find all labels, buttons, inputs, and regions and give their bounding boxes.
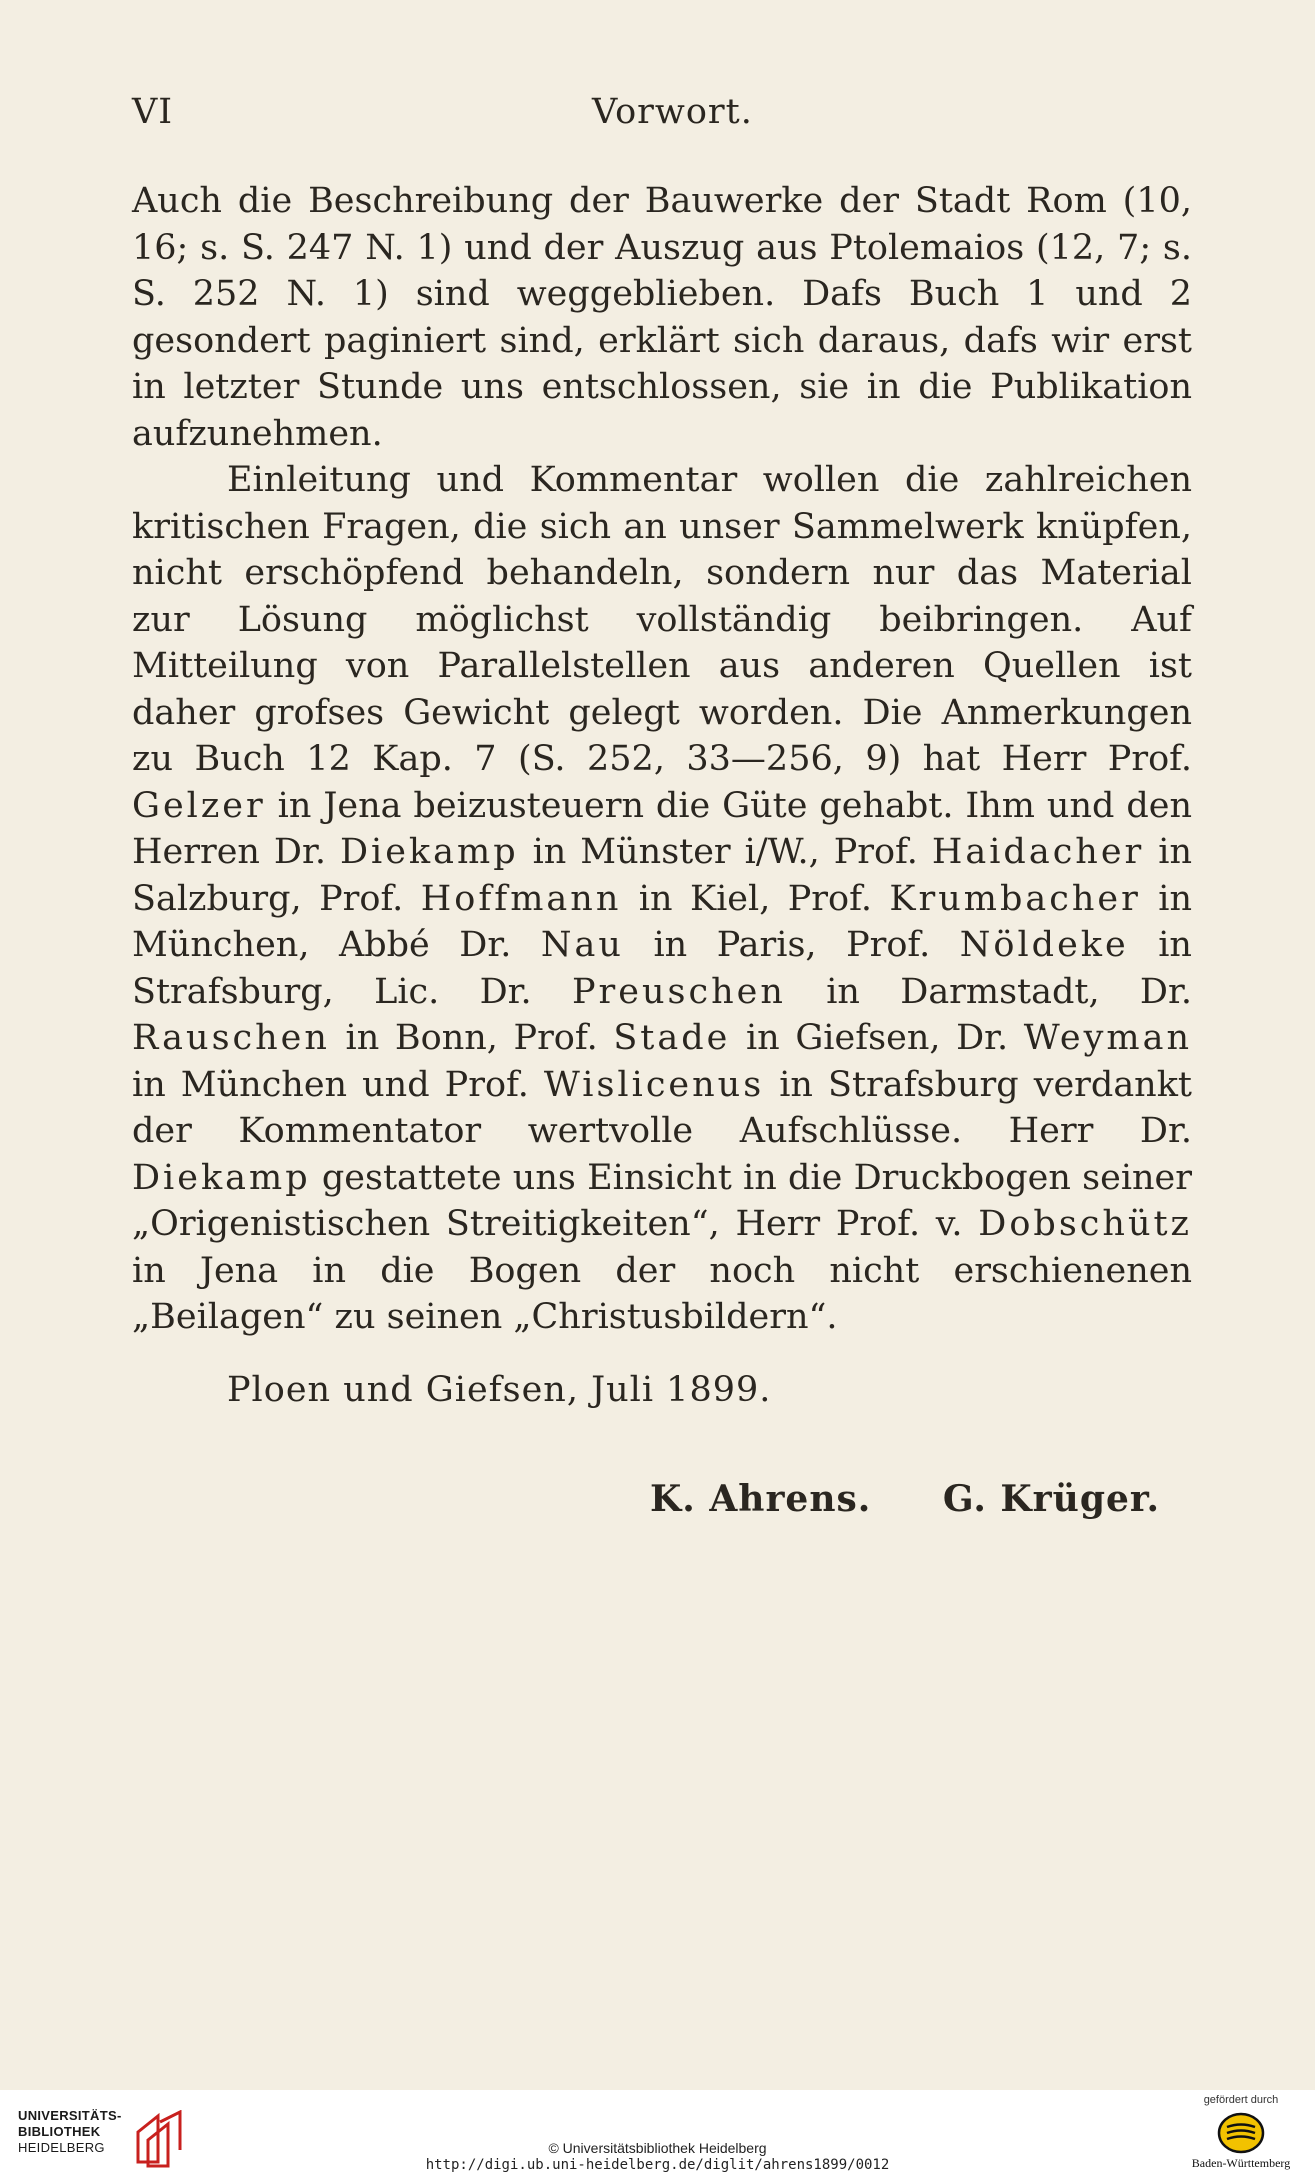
author-signatures	[650, 1478, 1160, 1520]
page-number: VI	[132, 92, 174, 132]
name-preuschen: Preuschen	[571, 971, 786, 1012]
permalink[interactable]: http://digi.ub.uni-heidelberg.de/diglit/ahrens1899/0012	[425, 2157, 890, 2173]
author-krueger: G. Krüger.	[942, 1478, 1161, 1520]
library-name-line: UNIVERSITÄTS-	[18, 2108, 122, 2123]
text-run: in München, Abbé Dr.	[132, 878, 1193, 965]
text-run: in Strafsburg verdankt der Kommentator wertvolle Aufschlüsse. Herr Dr.	[132, 1064, 1192, 1151]
funded-by-label: gefördert durch	[1203, 2094, 1279, 2106]
text-run: in Strafsburg, Lic. Dr.	[132, 925, 1192, 1012]
footer-bar	[0, 2090, 1315, 2183]
name-dobschuetz: Dobschütz	[978, 1204, 1192, 1244]
footer-credits	[0, 2140, 1315, 2174]
funding-logo[interactable]	[1181, 2094, 1301, 2180]
text-run: Einleitung und Kommentar wollen die zahlreichen kritischen Fragen, die sich an unser Sammelwerk knüpfen, nicht erschöpfend behandeln, sondern nur das Material zur Lösung möglichst vollständig beibringen. Auf Mitteilung von Parallelstellen aus anderen Quellen ist daher grofses Gewicht gelegt worden. Die Anmerkungen zu Buch 12 Kap. 7 (S. 252, 33—256, 9) hat Herr Prof.	[132, 460, 1192, 779]
name-gelzer: Gelzer	[132, 785, 266, 826]
name-hoffmann: Hoffmann	[420, 878, 622, 919]
name-stade: Stade	[613, 1018, 731, 1058]
library-name-line: BIBLIOTHEK	[18, 2124, 101, 2139]
name-noeldeke: Nöldeke	[959, 925, 1129, 965]
name-weyman: Weyman	[1023, 1018, 1192, 1058]
state-name: Baden-Württemberg	[1191, 2156, 1291, 2170]
text-run: in Salzburg, Prof.	[132, 832, 1192, 919]
author-ahrens: K. Ahrens.	[650, 1478, 872, 1520]
name-haidacher: Haidacher	[931, 832, 1145, 872]
copyright-text: © Universitätsbibliothek Heidelberg	[548, 2140, 767, 2156]
name-diekamp: Diekamp	[339, 832, 519, 872]
page-header	[132, 92, 1192, 136]
paragraph-1: Auch die Beschreibung der Bauwerke der Stadt Rom (10, 16; s. S. 247 N. 1) und der Auszug aus Ptolemaios (12, 7; s. S. 252 N. 1) sind weggeblieben. Dafs Buch 1 und 2 gesondert paginiert sind, erklärt sich daraus, dafs wir erst in letzter Stunde uns entschlossen, sie in die Publikation aufzunehmen.	[132, 181, 1192, 454]
text-run: in Darmstadt, Dr.	[785, 971, 1192, 1012]
place-date: Ploen und Giefsen, Juli 1899.	[227, 1370, 772, 1410]
name-krumbacher: Krumbacher	[889, 878, 1141, 919]
name-nau: Nau	[540, 925, 624, 965]
baden-wuerttemberg-crest-icon	[1217, 2112, 1265, 2154]
library-name-line: HEIDELBERG	[18, 2140, 105, 2155]
text-run: in Paris, Prof.	[623, 925, 960, 965]
text-run: in Bonn, Prof.	[329, 1018, 614, 1058]
text-run: in Jena beizusteuern die Güte gehabt. Ihm und den Herren Dr.	[132, 785, 1192, 872]
name-diekamp: Diekamp	[132, 1157, 311, 1198]
running-title: Vorwort.	[592, 92, 753, 132]
name-wislicenus: Wislicenus	[543, 1064, 765, 1105]
text-run: gestattete uns Einsicht in die Druckbogen seiner „Origenistischen Streitigkeiten“, Herr Prof. v.	[132, 1157, 1192, 1244]
name-rauschen: Rauschen	[132, 1018, 330, 1058]
paragraph-2	[132, 457, 1192, 1341]
body-text	[132, 178, 1192, 1341]
text-run: in Giefsen, Dr.	[730, 1018, 1024, 1058]
text-run: in München und Prof.	[132, 1064, 544, 1105]
text-run: in Münster i/W., Prof.	[518, 832, 932, 872]
text-run: in Kiel, Prof.	[621, 878, 890, 919]
text-run: in Jena in die Bogen der noch nicht erschienenen „Beilagen“ zu seinen „Christusbildern“.	[132, 1250, 1192, 1337]
